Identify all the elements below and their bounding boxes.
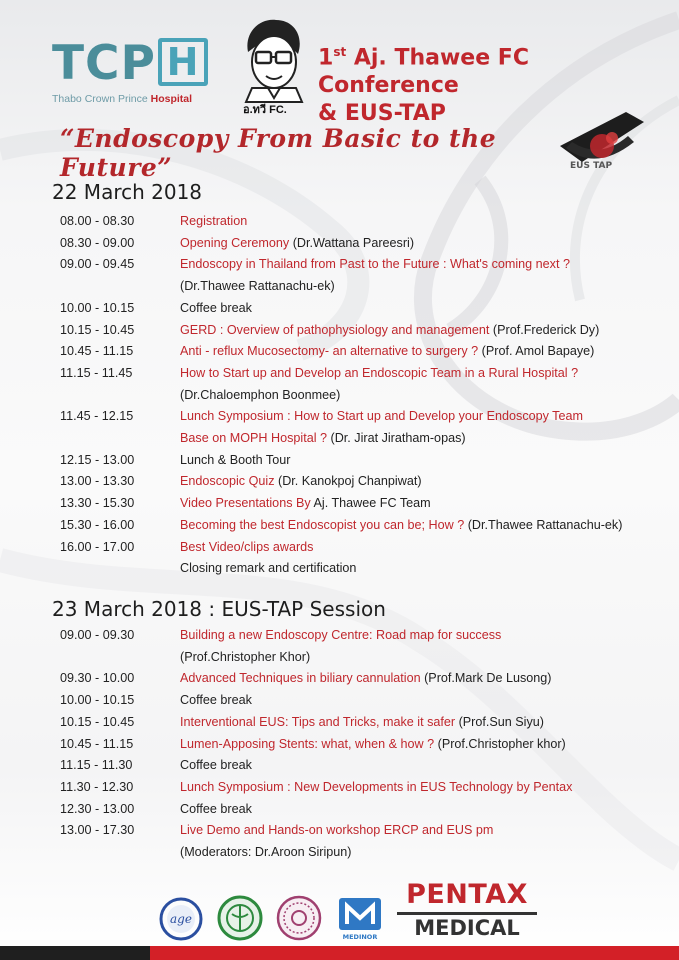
university-seal-logo [275, 894, 323, 942]
session-title: Coffee break [180, 693, 252, 708]
eus-logo-text: EUS TAP [570, 161, 613, 171]
logo-letters: TCP [52, 36, 156, 91]
schedule-row [60, 668, 670, 690]
session-description [180, 298, 670, 320]
pentax-medical-logo [397, 880, 537, 941]
session-time: 10.00 - 10.15 [60, 693, 135, 708]
session-speaker: (Prof.Sun Siyu) [455, 714, 544, 729]
session-description [180, 385, 670, 407]
footer-dark-bar [0, 946, 150, 960]
schedule-row [60, 428, 670, 450]
schedule-row [60, 363, 670, 385]
schedule-row [60, 777, 670, 799]
session-description [180, 799, 670, 821]
session-title: Coffee break [180, 300, 252, 315]
session-description [180, 668, 670, 690]
age-association-logo [158, 896, 204, 942]
cartoon-portrait-illustration [238, 14, 308, 114]
session-time: 12.15 - 13.00 [60, 452, 135, 467]
session-speaker: (Moderators: Dr.Aroon Siripun) [180, 845, 352, 860]
session-title: Endoscopy in Thailand from Past to the Future : What's coming next ? [180, 257, 570, 272]
session-speaker: (Prof.Christopher khor) [434, 736, 566, 751]
session-title: Becoming the best Endoscopist you can be; How ? [180, 517, 465, 532]
session-title: How to Start up and Develop an Endoscopic Team in a Rural Hospital ? [180, 365, 579, 380]
schedule-row [60, 625, 670, 647]
schedule-row [60, 320, 670, 342]
session-speaker: (Dr. Jirat Jiratham-opas) [327, 431, 466, 446]
session-title: Live Demo and Hands-on workshop ERCP and EUS pm [180, 823, 494, 838]
session-time: 15.30 - 16.00 [60, 517, 135, 532]
session-description [180, 363, 670, 385]
session-title: Base on MOPH Hospital ? [180, 431, 327, 446]
session-title: Anti - reflux Mucosectomy- an alternative to surgery ? [180, 344, 479, 359]
session-time: 11.15 - 11.30 [60, 758, 133, 773]
schedule-row [60, 211, 670, 233]
session-title: Lunch Symposium : How to Start up and Develop your Endoscopy Team [180, 409, 583, 424]
session-title: Opening Ceremony [180, 235, 290, 250]
age-logo-text: age [170, 912, 192, 926]
session-description [180, 406, 670, 428]
session-title: Coffee break [180, 758, 252, 773]
schedule-row [60, 712, 670, 734]
session-title: Closing remark and certification [180, 561, 357, 576]
pentax-brand: PENTAX [406, 879, 528, 910]
medinor-logo [335, 896, 385, 942]
tcph-logo [52, 38, 222, 108]
session-title: Lumen-Apposing Stents: what, when & how ? [180, 736, 435, 751]
session-description [180, 276, 670, 298]
logo-h-mark: H [158, 38, 208, 86]
session-time: 11.45 - 12.15 [60, 409, 134, 424]
tagline: “Endoscopy From Basic to the Future” [60, 124, 497, 182]
moph-seal-logo [216, 894, 264, 942]
session-speaker: (Prof. Amol Bapaye) [478, 344, 595, 359]
session-description [180, 254, 670, 276]
session-time: 10.00 - 10.15 [60, 300, 135, 315]
schedule-row [60, 558, 670, 580]
session-title: GERD : Overview of pathophysiology and management [180, 322, 490, 337]
session-time: 10.15 - 10.45 [60, 322, 135, 337]
schedule-row [60, 471, 670, 493]
schedule-row [60, 842, 670, 864]
session-time: 10.15 - 10.45 [60, 714, 135, 729]
day1-title: 22 March 2018 [52, 180, 203, 204]
session-speaker: (Dr.Chaloemphon Boonmee) [180, 387, 341, 402]
conference-title: 1st Aj. Thawee FC Conference & EUS-TAP [318, 45, 529, 127]
session-time: 11.15 - 11.45 [60, 365, 133, 380]
schedule-row [60, 406, 670, 428]
cartoon-caption: อ.ทวี FC. [243, 104, 287, 116]
session-description [180, 320, 670, 342]
schedule-row [60, 755, 670, 777]
medinor-logo-text: MEDINOR [342, 933, 378, 941]
session-description [180, 842, 670, 864]
schedule-row [60, 734, 670, 756]
session-description [180, 755, 670, 777]
schedule-row [60, 385, 670, 407]
schedule-row [60, 341, 670, 363]
session-description [180, 647, 670, 669]
session-title: Lunch Symposium : New Developments in EUS Technology by Pentax [180, 779, 573, 794]
day1-schedule [60, 211, 670, 580]
session-title: Endoscopic Quiz [180, 474, 275, 489]
session-description [180, 712, 670, 734]
session-description [180, 428, 670, 450]
schedule-row [60, 537, 670, 559]
schedule-row [60, 515, 670, 537]
session-description [180, 690, 670, 712]
schedule-row [60, 450, 670, 472]
schedule-row [60, 254, 670, 276]
session-speaker: (Prof.Mark De Lusong) [420, 671, 552, 686]
session-time: 09.00 - 09.30 [60, 628, 135, 642]
session-speaker: (Dr.Thawee Rattanachu-ek) [464, 517, 623, 532]
session-time: 12.30 - 13.00 [60, 801, 135, 816]
session-description [180, 341, 670, 363]
session-description [180, 515, 670, 537]
session-speaker: Aj. Thawee FC Team [310, 496, 431, 511]
schedule-row [60, 298, 670, 320]
schedule-row [60, 690, 670, 712]
session-time: 09.30 - 10.00 [60, 671, 135, 686]
session-title: Interventional EUS: Tips and Tricks, make it safer [180, 714, 456, 729]
session-description [180, 734, 670, 756]
session-speaker: (Prof.Christopher Khor) [180, 649, 311, 664]
session-description [180, 493, 670, 515]
schedule-row [60, 799, 670, 821]
session-time: 09.00 - 09.45 [60, 257, 135, 272]
eus-tap-logo [556, 102, 648, 174]
session-time: 16.00 - 17.00 [60, 539, 135, 554]
session-description [180, 233, 670, 255]
session-title: Registration [180, 214, 248, 228]
session-title: Best Video/clips awards [180, 539, 314, 554]
session-description [180, 450, 670, 472]
session-time: 13.00 - 13.30 [60, 474, 135, 489]
session-time: 08.30 - 09.00 [60, 235, 135, 250]
session-title: Lunch & Booth Tour [180, 452, 291, 467]
schedule-row [60, 493, 670, 515]
session-description [180, 537, 670, 559]
session-time: 13.30 - 15.30 [60, 496, 135, 511]
session-description [180, 625, 670, 647]
session-description [180, 820, 670, 842]
day2-title: 23 March 2018 : EUS-TAP Session [52, 597, 386, 621]
session-time: 13.00 - 17.30 [60, 823, 135, 838]
session-title: Building a new Endoscopy Centre: Road map for success [180, 628, 502, 642]
session-speaker: (Prof.Frederick Dy) [489, 322, 600, 337]
schedule-row [60, 820, 670, 842]
session-speaker: (Dr.Thawee Rattanachu-ek) [180, 279, 335, 294]
schedule-row [60, 276, 670, 298]
session-time: 10.45 - 11.15 [60, 736, 134, 751]
logo-subtitle: Thabo Crown Prince Hospital [52, 93, 193, 105]
session-speaker: (Dr.Wattana Pareesri) [289, 235, 415, 250]
session-time: 08.00 - 08.30 [60, 214, 135, 228]
session-title: Video Presentations By [180, 496, 311, 511]
session-description [180, 777, 670, 799]
session-title: Advanced Techniques in biliary cannulation [180, 671, 421, 686]
session-description [180, 211, 670, 233]
session-time: 10.45 - 11.15 [60, 344, 134, 359]
session-title: Coffee break [180, 801, 252, 816]
session-description [180, 558, 670, 580]
session-description [180, 471, 670, 493]
pentax-medical: MEDICAL [397, 912, 537, 941]
schedule-row [60, 647, 670, 669]
day2-schedule [60, 625, 670, 864]
session-time: 11.30 - 12.30 [60, 779, 134, 794]
schedule-row [60, 233, 670, 255]
session-speaker: (Dr. Kanokpoj Chanpiwat) [274, 474, 422, 489]
